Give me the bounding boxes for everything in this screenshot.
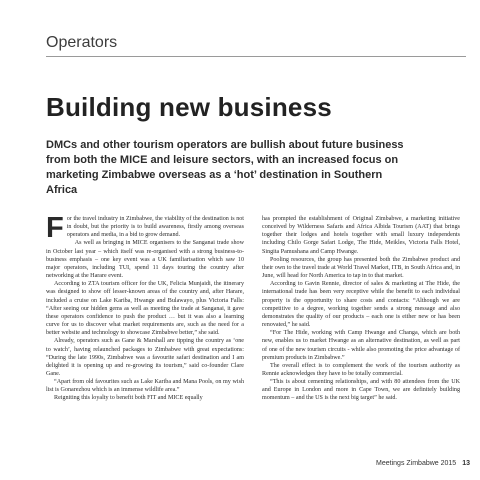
body-paragraph (46, 212, 244, 244)
body-paragraph: “For The Hide, working with Camp Hwange and Changa, which are both new, enables us to market Hwange as an alternative destination, as well as part of one of the new tourism circuits - while also promoting the price advantage of premium products in Zimbabwe.” (262, 330, 460, 361)
body-paragraph: The overall effect is to complement the work of the tourism authority as Rennie acknowledges they have to be totally commercial. (262, 362, 460, 377)
drop-cap: F (46, 212, 64, 244)
body-paragraph: Pooling resources, the group has presented both the Zimbabwe product and their own to the travel trade at World Travel Market, ITB, in South Africa and, in June, will head for North America to tap in to that market. (262, 256, 460, 280)
body-column-left (46, 212, 244, 403)
body-paragraph: “This is about cementing relationships, and with 80 attendees from the UK and Europe in London and more in Cape Town, we are definitely building momentum – and the US is the next big target” he said. (262, 379, 460, 402)
body-paragraph: According to ZTA tourism officer for the UK, Felicia Munjaidi, the itinerary was designed to show off lesser-known areas of the country and, after Harare, included a cruise on Lake Kariba, Hwange and Bulawayo, plus Victoria Falls: “After seeing our hidden gems as well as meeting the trade at Sanganai, it gave these operators confidence to push the product … but it was also a learning curve for us to discover what market requirements are, such as the need for a better website and technology to showcase Zimbabwe better,” she said. (46, 281, 244, 337)
body-column-right (262, 215, 460, 403)
publication-name: Meetings Zimbabwe 2015 (376, 460, 457, 467)
paragraph-text: or the travel industry in Zimbabwe, the viability of the destination is not in doubt, but the priority is to build awareness, firstly among overseas operators and media, in a bid to grow demand. (66, 216, 244, 239)
body-paragraph: As well as bringing in MICE organisers to the Sanganai trade show in October last year – which itself was re-organised with a strong business-to-business emphasis – one key event was a UK familiarisation which saw 10 major operators, including TUI, spend 11 days touring the country after networking at the Harare event. (46, 240, 244, 280)
body-paragraph: “Apart from old favourites such as Lake Kariba and Mana Pools, on my wish list is Gonarezhou which is an immense wildlife area.” (46, 379, 244, 394)
article-title: Building new business (46, 92, 332, 122)
section-heading: Operators (46, 34, 118, 51)
body-paragraph: According to Gavin Rennie, director of sales & marketing at The Hide, the international trade has been very receptive while the benefit to each individual property is the opportunity to share costs and contacts: “Although we are competitive to a degree, working together sends a strong message and also demonstrates the quality of our products – each one is either new or has been renovated,” he said. (262, 281, 460, 329)
section-rule (46, 56, 466, 57)
body-paragraph: Reigniting this loyalty to benefit both FIT and MICE equally (54, 395, 203, 402)
page-footer (330, 460, 470, 467)
page-number: 13 (462, 460, 470, 467)
article-standfirst: DMCs and other tourism operators are bullish about future business from both the MICE and leisure sectors, with an increased focus on marketing Zimbabwe overseas as a ‘hot’ destination in Southern Africa (46, 139, 404, 196)
body-paragraph: has prompted the establishment of Original Zimbabwe, a marketing initiative conceived by Wilderness Safaris and Africa Albida Tourism (AAT) that brings together their lodges and hotels together with small luxury independents including Chilo Gorge Safari Lodge, The Hide, Meikles, Victoria Falls Hotel, Singita Pamushana and Camp Hwange. (262, 216, 460, 255)
body-paragraph: Already, operators such as Gane & Marshall are tipping the country as ‘one to watch’, having relaunched packages to Zimbabwe with great expectations: “During the late 1990s, Zimbabwe was a favourite safari destination and I am delighted it is opening up and re-growing its tourism,” said co-founder Clare Gane. (46, 338, 244, 377)
